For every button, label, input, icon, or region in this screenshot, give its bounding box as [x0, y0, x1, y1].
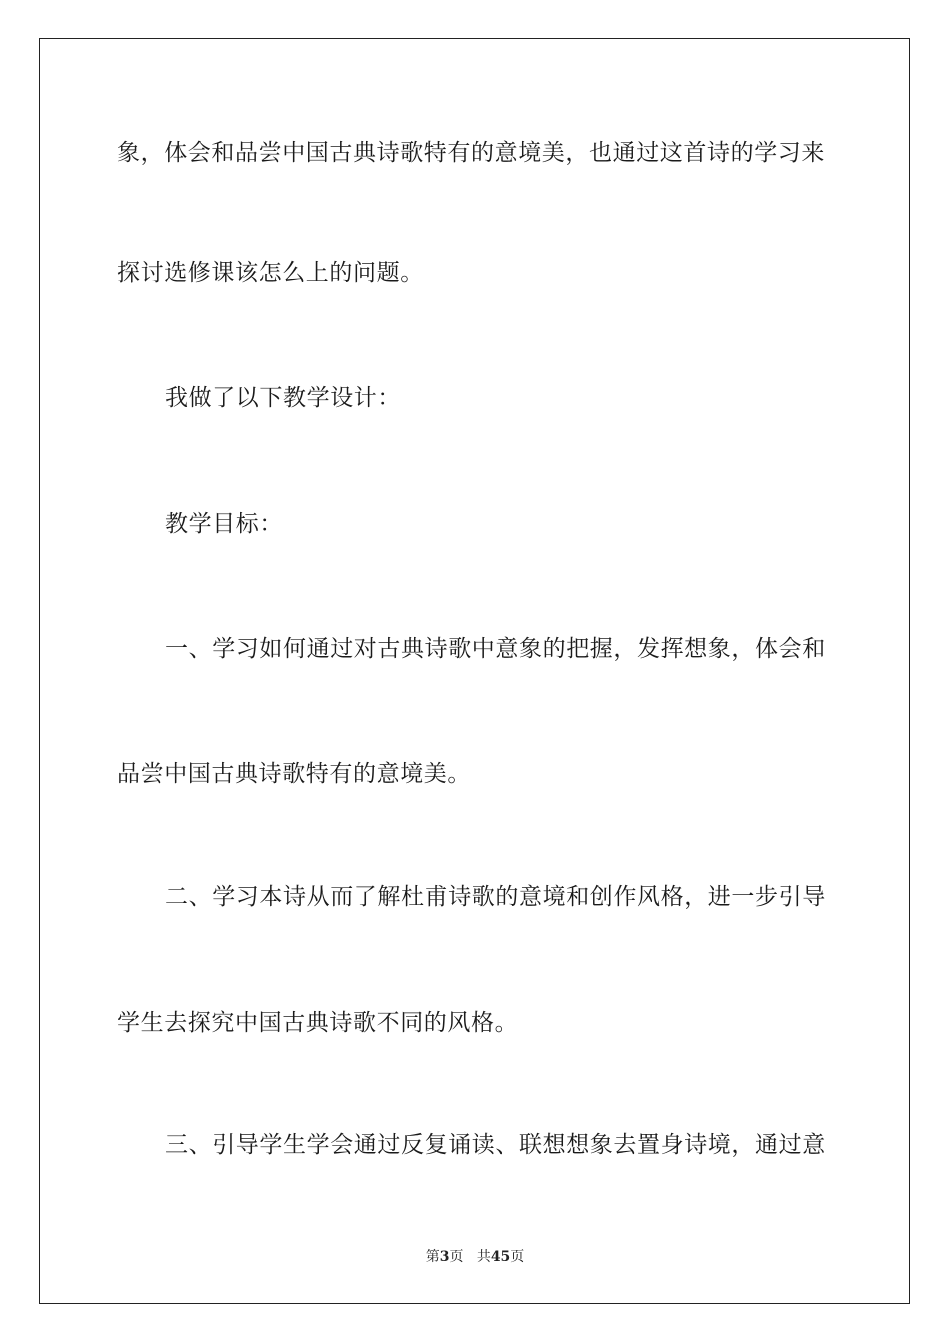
total-prefix: 共: [476, 1249, 491, 1265]
goal-1-line-1: 一、学习如何通过对古典诗歌中意象的把握，发挥想象，体会和: [165, 636, 826, 662]
page-footer: [0, 1247, 950, 1267]
page-border: [39, 38, 910, 1304]
total-pages: 45: [490, 1249, 511, 1265]
body-line-2: 探讨选修课该怎么上的问题。: [117, 260, 424, 286]
goal-1-line-2: 品尝中国古典诗歌特有的意境美。: [117, 761, 471, 787]
section-heading-goals: 教学目标：: [165, 511, 283, 537]
page-suffix: 页: [449, 1249, 464, 1265]
total-suffix: 页: [510, 1249, 525, 1265]
paragraph-intro: 我做了以下教学设计：: [165, 385, 401, 411]
goal-2-line-2: 学生去探究中国古典诗歌不同的风格。: [117, 1010, 519, 1036]
page-prefix: 第: [425, 1249, 440, 1265]
goal-3-line-1: 三、引导学生学会通过反复诵读、联想想象去置身诗境，通过意: [165, 1132, 826, 1158]
goal-2-line-1: 二、学习本诗从而了解杜甫诗歌的意境和创作风格，进一步引导: [165, 884, 826, 910]
body-line-1: 象，体会和品尝中国古典诗歌特有的意境美，也通过这首诗的学习来: [117, 140, 825, 166]
page-number: 3: [439, 1249, 450, 1265]
